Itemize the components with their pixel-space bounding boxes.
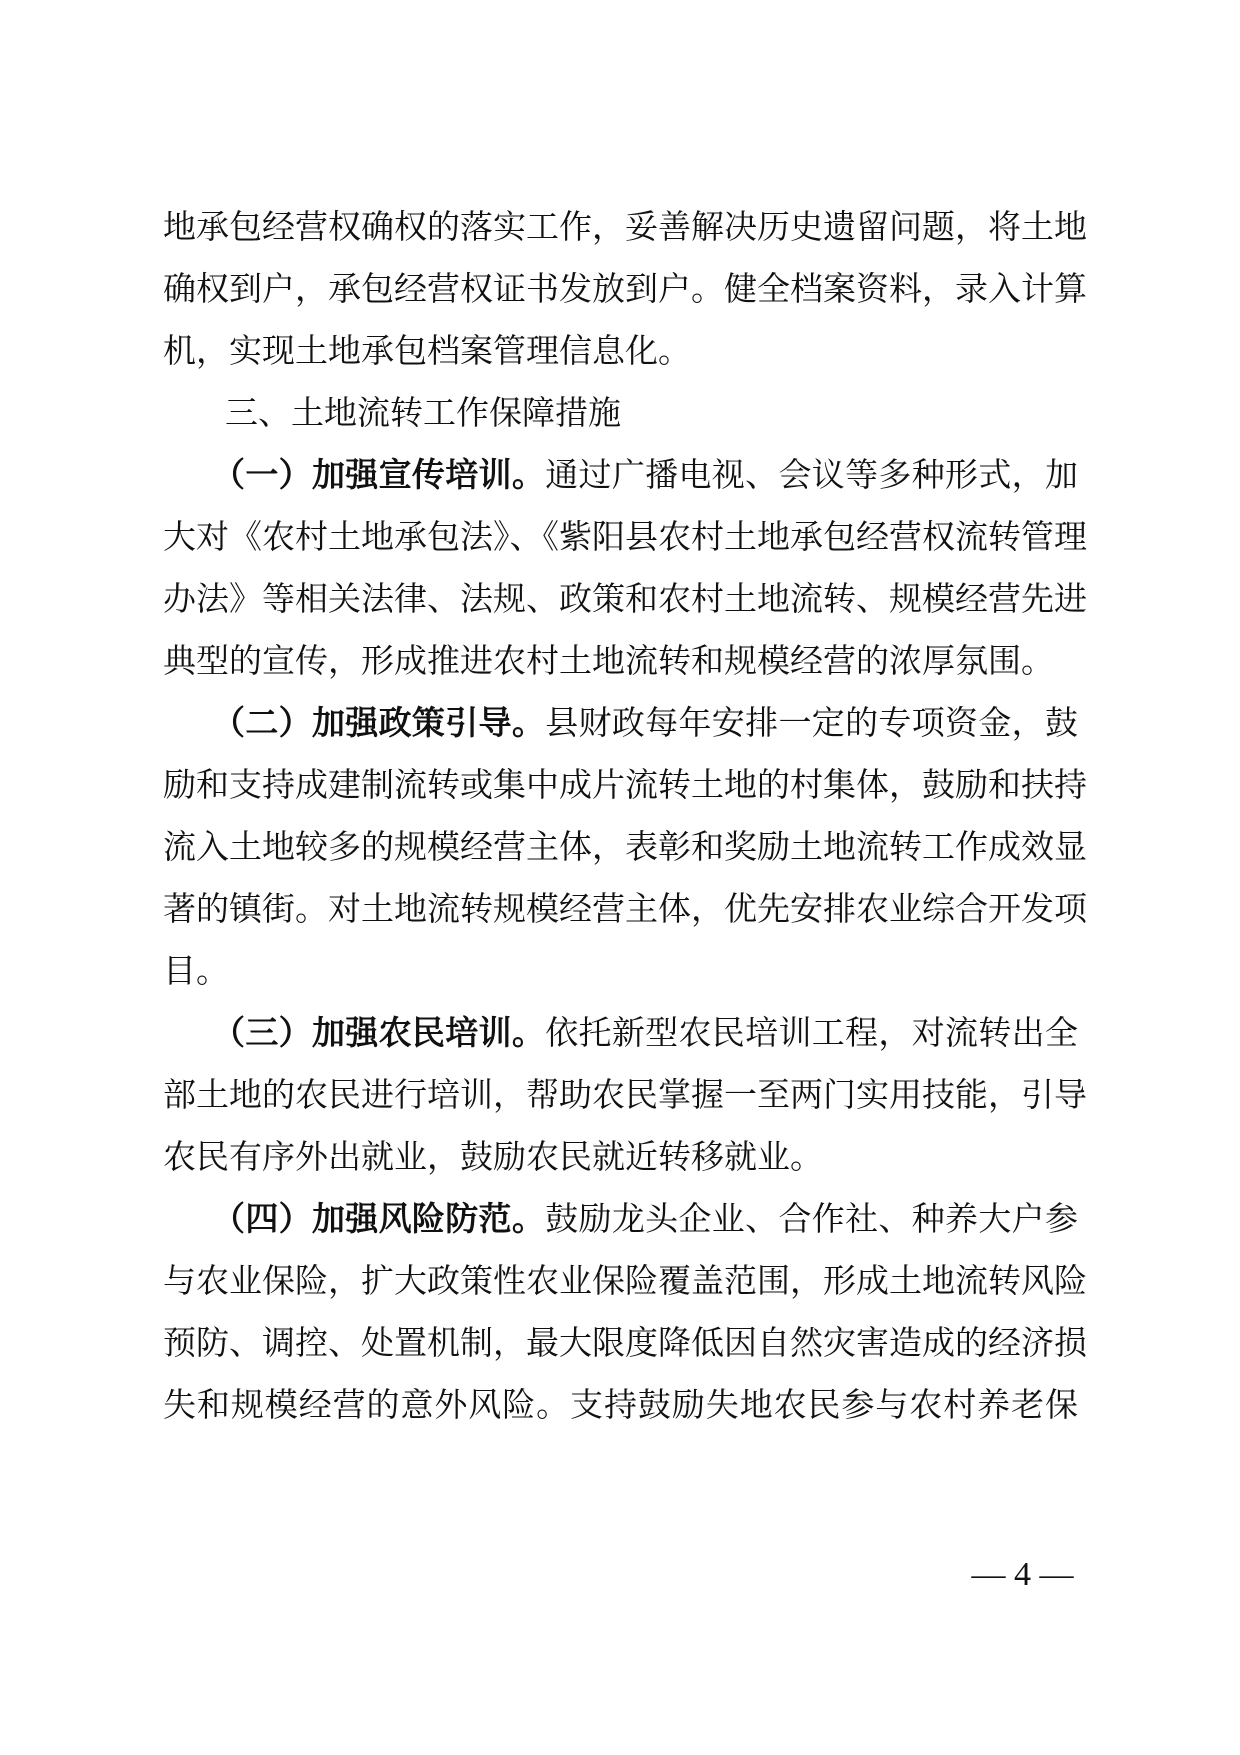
- item-text: 鼓励龙头企业、合作社、种养大户参: [545, 1199, 1079, 1238]
- body-text-line: 预防、调控、处置机制，最大限度降低因自然灾害造成的经济损: [163, 1323, 1087, 1362]
- item-first-line: [212, 701, 1078, 745]
- item-text: 县财政每年安排一定的专项资金，鼓: [545, 703, 1079, 742]
- body-text-line: 励和支持成建制流转或集中成片流转土地的村集体，鼓励和扶持: [163, 765, 1087, 804]
- item-heading: （二）加强政策引导。: [212, 703, 546, 742]
- item-heading: （四）加强风险防范。: [212, 1199, 546, 1238]
- body-text-line: 大对《农村土地承包法》、《紫阳县农村土地承包经营权流转管理: [163, 517, 1087, 556]
- item-text: 通过广播电视、会议等多种形式，加: [545, 455, 1079, 494]
- item-text: 依托新型农民培训工程，对流转出全: [545, 1013, 1079, 1052]
- body-text-line: 与农业保险，扩大政策性农业保险覆盖范围，形成土地流转风险: [163, 1261, 1087, 1300]
- body-text-line: 办法》等相关法律、法规、政策和农村土地流转、规模经营先进: [163, 579, 1087, 618]
- page-number: — 4 —: [971, 1556, 1074, 1593]
- body-text-line: 失和规模经营的意外风险。支持鼓励失地农民参与农村养老保: [163, 1385, 1078, 1424]
- body-text-line: 典型的宣传，形成推进农村土地流转和规模经营的浓厚氛围。: [163, 641, 1054, 680]
- item-heading: （一）加强宣传培训。: [212, 455, 546, 494]
- item-heading: （三）加强农民培训。: [212, 1013, 546, 1052]
- body-text-line: 地承包经营权确权的落实工作，妥善解决历史遗留问题，将土地: [163, 207, 1087, 246]
- body-text-line: 部土地的农民进行培训，帮助农民掌握一至两门实用技能，引导: [163, 1075, 1087, 1114]
- body-text-line: 目。: [163, 951, 229, 990]
- body-text-line: 流入土地较多的规模经营主体，表彰和奖励土地流转工作成效显: [163, 827, 1087, 866]
- body-text-line: 著的镇街。对土地流转规模经营主体，优先安排农业综合开发项: [163, 889, 1087, 928]
- item-first-line: [212, 453, 1078, 497]
- section-heading: 三、土地流转工作保障措施: [225, 393, 621, 432]
- item-first-line: [212, 1197, 1078, 1241]
- body-text-line: 确权到户，承包经营权证书发放到户。健全档案资料，录入计算: [163, 269, 1087, 308]
- body-text-line: 农民有序外出就业，鼓励农民就近转移就业。: [163, 1137, 823, 1176]
- item-first-line: [212, 1011, 1078, 1055]
- body-text-line: 机，实现土地承包档案管理信息化。: [163, 331, 691, 370]
